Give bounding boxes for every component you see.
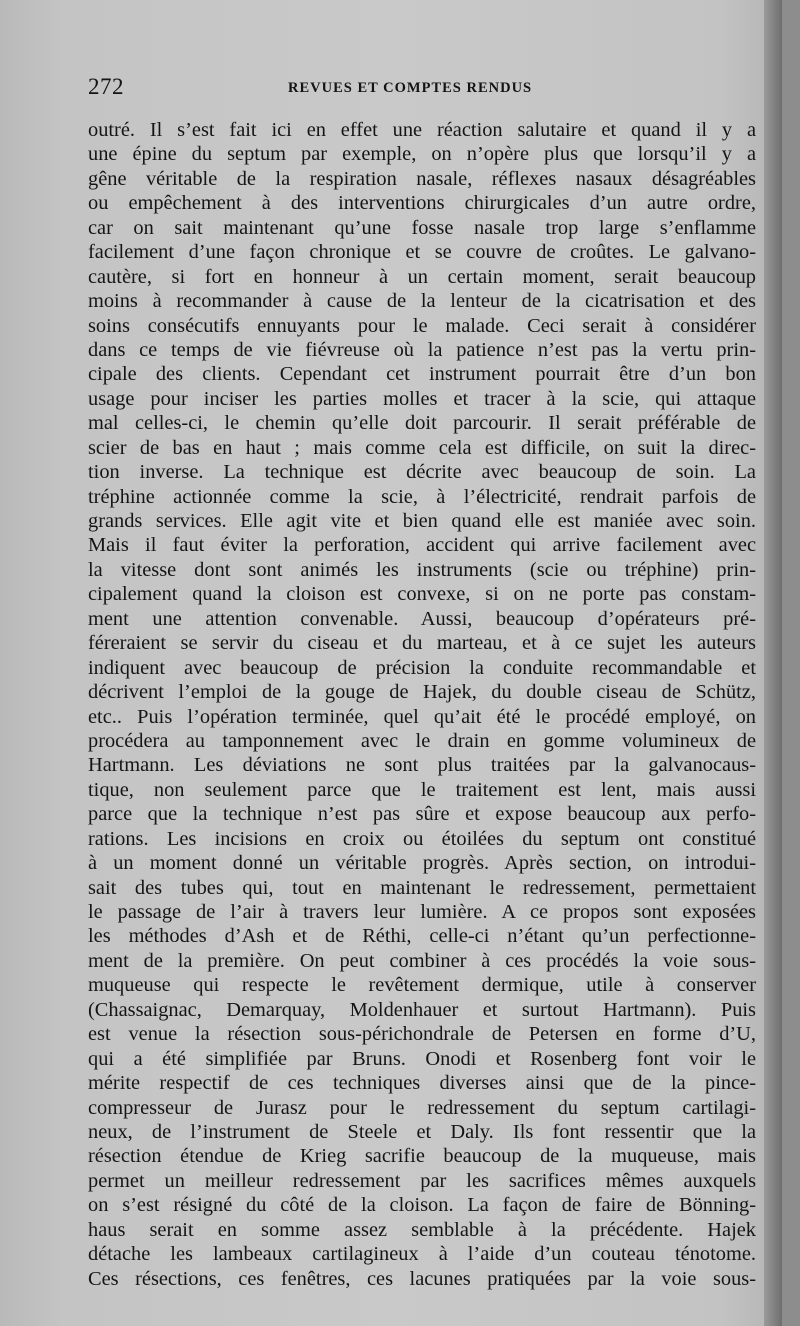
text-line: compresseur de Jurasz pour le redressement du septum cartilagi- [88,1096,756,1119]
page-number: 272 [88,74,124,99]
page-header [88,74,752,102]
text-line: ment une attention convenable. Aussi, beaucoup d’opérateurs pré- [88,607,756,630]
text-line: grands services. Elle agit vite et bien quand elle est maniée avec soin. [88,510,756,532]
text-line: (Chassaignac, Demarquay, Moldenhauer et surtout Hartmann). Puis [88,998,756,1021]
text-line: sait des tubes qui, tout en maintenant le redressement, permettaient [88,876,756,899]
body-text [88,118,756,1291]
text-line: car on sait maintenant qu’une fosse nasale trop large s’enflamme [88,216,756,239]
text-line: mérite respectif de ces techniques diverses ainsi que de la pince- [88,1072,756,1095]
text-line: facilement d’une façon chronique et se couvre de croûtes. Le galvano- [88,241,756,264]
text-line: Hartmann. Les déviations ne sont plus traitées par la galvanocaus- [88,754,756,777]
text-line: mal celles-ci, le chemin qu’elle doit parcourir. Il serait préférable de [88,412,756,435]
text-line: une épine du septum par exemple, on n’opère plus que lorsqu’il y a [88,143,756,166]
text-line: rations. Les incisions en croix ou étoilées du septum ont constitué [88,827,756,850]
text-line: qui a été simplifiée par Bruns. Onodi et Rosenberg font voir le [88,1047,756,1070]
running-head: REVUES ET COMPTES RENDUS [288,80,533,96]
text-line: ment de la première. On peut combiner à ces procédés la voie sous- [88,949,756,972]
text-line: procédera au tamponnement avec le drain en gomme volumineux de [88,729,756,752]
text-line: dans ce temps de vie fiévreuse où la patience n’est pas la vertu prin- [88,338,756,361]
text-line: usage pour inciser les parties molles et tracer à la scie, qui attaque [88,387,756,410]
text-line: résection étendue de Krieg sacrifie beaucoup de la muqueuse, mais [88,1145,756,1168]
text-line: est venue la résection sous-périchondrale de Petersen en forme d’U, [88,1023,756,1046]
text-line: féreraient se servir du ciseau et du marteau, et à ce sujet les auteurs [88,632,756,655]
page-edge-shadow [764,0,782,1326]
text-line: les méthodes d’Ash et de Réthi, celle-ci n’étant qu’un perfectionne- [88,925,756,948]
text-line: etc.. Puis l’opération terminée, quel qu’ait été le procédé employé, on [88,705,756,728]
text-line: Ces résections, ces fenêtres, ces lacunes pratiquées par la voie sous- [88,1267,756,1290]
text-line: à un moment donné un véritable progrès. Après section, on introdui- [88,852,756,875]
text-line: gêne véritable de la respiration nasale, réflexes nasaux désagréables [88,167,756,190]
text-line: tion inverse. La technique est décrite avec beaucoup de soin. La [88,461,756,484]
text-line: Mais il faut éviter la perforation, accident qui arrive facilement avec [88,534,756,557]
text-line: ou empêchement à des interventions chirurgicales d’un autre ordre, [88,192,756,215]
text-line: indiquent avec beaucoup de précision la conduite recommandable et [88,656,756,679]
text-line: scier de bas en haut ; mais comme cela est difficile, on suit la direc- [88,436,756,459]
text-line: moins à recommander à cause de la lenteur de la cicatrisation et des [88,290,756,313]
text-line: haus serait en somme assez semblable à la précédente. Hajek [88,1218,756,1241]
text-line: cipalement quand la cloison est convexe, si on ne porte pas constam- [88,583,756,606]
text-line: tréphine actionnée comme la scie, à l’électricité, rendrait parfois de [88,485,756,508]
text-line: décrivent l’emploi de la gouge de Hajek, du double ciseau de Schütz, [88,681,756,704]
text-line: le passage de l’air à travers leur lumière. A ce propos sont exposées [88,901,756,923]
text-line: cipale des clients. Cependant cet instrument pourrait être d’un bon [88,363,756,386]
text-line: parce que la technique n’est pas sûre et expose beaucoup aux perfo- [88,803,756,826]
text-line: la vitesse dont sont animés les instruments (scie ou tréphine) prin- [88,558,756,581]
text-line: tique, non seulement parce que le traitement est lent, mais aussi [88,778,756,801]
text-line: soins consécutifs ennuyants pour le malade. Ceci serait à considérer [88,314,756,337]
text-line: détache les lambeaux cartilagineux à l’aide d’un couteau ténotome. [88,1243,756,1266]
text-line: outré. Il s’est fait ici en effet une réaction salutaire et quand il y a [88,119,756,141]
text-line: cautère, si fort en honneur à un certain moment, serait beaucoup [88,265,756,288]
text-line: on s’est résigné du côté de la cloison. La façon de faire de Bönning- [88,1194,756,1217]
text-line: muqueuse qui respecte le revêtement dermique, utile à conserver [88,974,756,997]
text-line: neux, de l’instrument de Steele et Daly. Ils font ressentir que la [88,1120,756,1143]
text-line: permet un meilleur redressement par les sacrifices mêmes auxquels [88,1169,756,1192]
